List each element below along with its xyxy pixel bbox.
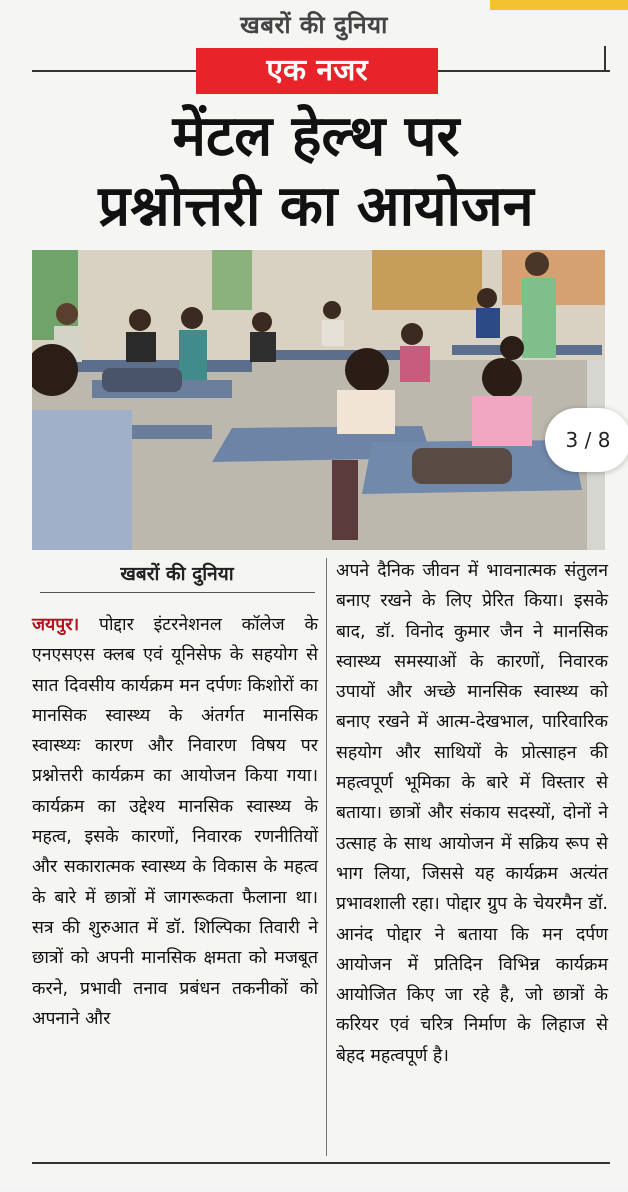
article-byline: खबरों की दुनिया [120, 563, 234, 585]
headline-line-2: प्रश्नोत्तरी का आयोजन [98, 174, 534, 239]
headline-line-1: मेंटल हेल्थ पर [172, 104, 460, 169]
column-divider [326, 558, 327, 1156]
next-headline-fragment [130, 1172, 530, 1192]
classroom-photo [32, 250, 605, 550]
article-photo[interactable] [32, 250, 605, 550]
article-column-right [336, 556, 608, 1071]
header-rule-tick [604, 46, 606, 72]
gallery-counter[interactable]: 3 / 8 [545, 408, 628, 472]
article-text-right: अपने दैनिक जीवन में भावनात्मक संतुलन बनाए रखने के लिए प्रेरित किया। इसके बाद, डॉ. विनोद कुमार जैन ने मानसिक स्वास्थ्य समस्याओं के कारणों, निवारक उपायों और अच्छे मानसिक स्वास्थ्य को बनाए रखने में आत्म-देखभाल, पारिवारिक सहयोग और साथियों के प्रोत्साहन की महत्वपूर्ण भूमिका के बारे में विस्तार से बताया। छात्रों और संकाय सदस्यों, दोनों ने उत्साह के साथ आयोजन में सक्रिय रूप से भाग लिया, जिससे यह कार्यक्रम अत्यंत प्रभावशाली रहा। पोद्दार ग्रुप के चेयरमैन डॉ. आनंद पोद्दार ने बताया कि मन दर्पण आयोजन में प्रतिदिन विभिन्न कार्यक्रम आयोजित किए जा रहे है, जो छात्रों के करियर एवं चरित्र निर्माण के लिहाज से बेहद महत्वपूर्ण है। [336, 561, 608, 1066]
article-text-left: पोद्दार इंटरनेशनल कॉलेज के एनएसएस क्लब एवं यूनिसेफ के सहयोग से सात दिवसीय कार्यक्रम मन दर्पणः किशोरों का मानसिक स्वास्थ्य के अंतर्गत मानसिक स्वास्थ्यः कारण और निवारण विषय पर प्रश्नोत्तरी कार्यक्रम का आयोजन किया गया। कार्यक्रम का उद्देश्य मानसिक स्वास्थ्य के महत्व, इसके कारणों, निवारक रणनीतियों और सकारात्मक स्वास्थ्य के विकास के महत्व के बारे में छात्रों में जागरूकता फैलाना था। सत्र की शुरुआत में डॉ. शिल्पिका तिवारी ने छात्रों को अपनी मानसिक क्षमता को मजबूत करने, प्रभावी तनाव प्रबंधन तकनीकों को अपनाने और [32, 615, 318, 1029]
headline [20, 102, 612, 242]
footer-rule [32, 1162, 610, 1164]
article-column-left [32, 610, 318, 1034]
section-banner: एक नजर [196, 48, 438, 94]
section-masthead: खबरों की दुनिया [240, 11, 388, 39]
byline-rule [40, 592, 315, 593]
article-dateline: जयपुर। [32, 615, 80, 635]
